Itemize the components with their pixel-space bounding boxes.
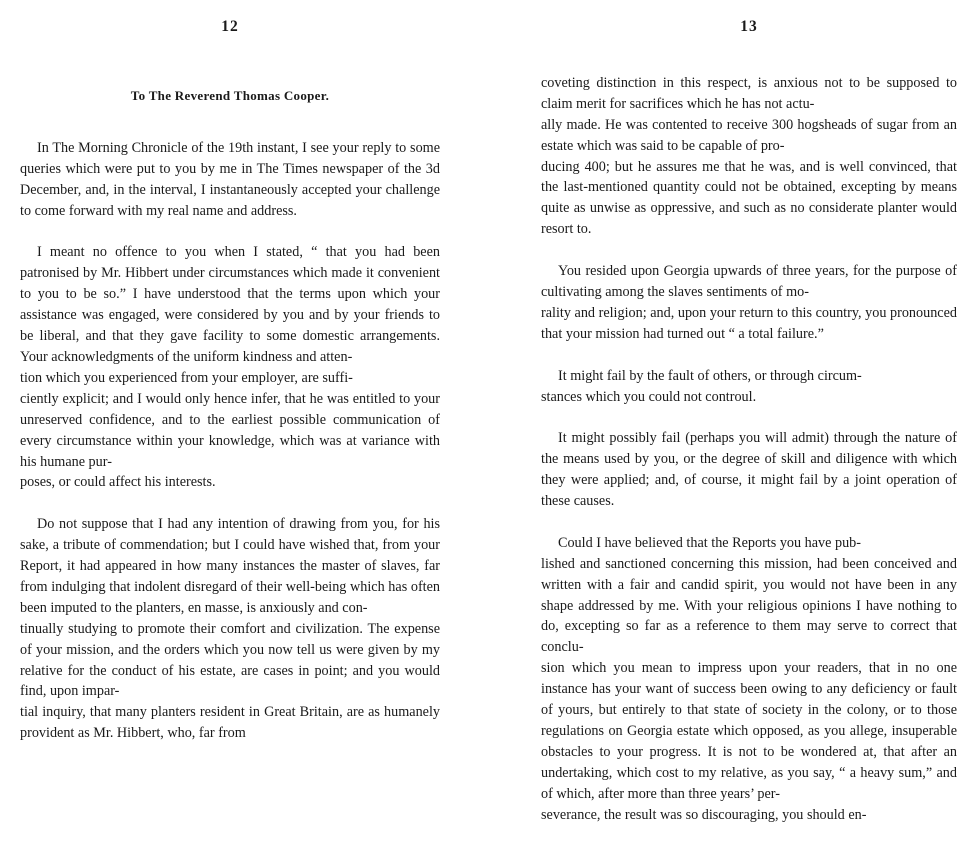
page-number: 12 xyxy=(221,18,239,35)
page-number: 13 xyxy=(740,18,758,35)
paragraph: Do not suppose that I had any intention of drawing from you, for his sake, a tribute of commendation; but I could have wished that, from your Report, it had appeared in how many instances the master of slaves, far from indulging that indolent disregard of their well-being which has often been imputed to the planters, en masse, is anxiously and con- tinually studying to promote their comfort and civilization. The expense of your mission, and the orders which you now tell us were given by my relative for the conduct of his estate, are cases in point; and you would find, upon impar- tial inquiry, that many planters resident in Great Britain, are as humanely provident as Mr. Hibbert, who, far from xyxy=(20,516,440,742)
paragraph: You resided upon Georgia upwards of three years, for the purpose of cultivating among the slaves sentiments of mo- rality and religion; and, upon your return to this country, you pronounced that your mission had turned out “ a total failure.” xyxy=(541,263,957,342)
paragraph: It might possibly fail (perhaps you will admit) through the nature of the means used by you, or the degree of skill and diligence with which they were applied; and, of course, it might fail by a joint operation of these causes. xyxy=(541,430,957,510)
body-text xyxy=(20,117,440,765)
body-text xyxy=(541,52,957,846)
continued-paragraph: coveting distinction in this respect, is anxious not to be supposed to claim merit for sacrifices which he has not actu- ally made. He was contented to receive 300 hogsheads of sugar from an estate which was said to be capable of pro- ducing 400; but he assures me that he was, and is well convinced, that the last-mentioned quantity could not be obtained, excepting by means quite as unwise as oppressive, and such as no considerate planter would resort to. xyxy=(541,74,957,238)
paragraph: I meant no offence to you when I stated, “ that you had been patronised by Mr. Hibbert under circumstances which made it convenient to you to be so.” I have understood that the terms upon which your assistance was engaged, were considered by you and by your friends to be liberal, and that they gave facility to some domestic arrangements. Your acknowledgments of the uniform kindness and atten- tion which you experienced from your employer, are suffi- ciently explicit; and I would only hence infer, that he was entitled to your unreserved confidence, and to the earliest possible communication of every circumstance within your knowledge, which was at variance with his humane pur- poses, or could affect his interests. xyxy=(20,244,440,491)
letter-heading: To The Reverend Thomas Cooper. xyxy=(130,88,330,103)
paragraph: It might fail by the fault of others, or through circum- stances which you could not controul. xyxy=(541,367,862,405)
paragraph: In The Morning Chronicle of the 19th instant, I see your reply to some queries which were put to you by me in The Times newspaper of the 3d December, and, in the interval, I instantaneously accepted your challenge to come forward with my real name and address. xyxy=(20,139,440,219)
paragraph: Could I have believed that the Reports you have pub- lished and sanctioned concerning this mission, had been conceived and written with a fair and candid spirit, you would not have been in any shape addressed by me. With your religious opinions I have nothing to do, excepting so far as a reference to them may serve to correct that conclu- sion which you mean to impress upon your readers, that in no one instance has your want of success been owing to any deficiency or fault of yours, but entirely to that state of society in the colony, or to those regulations on Georgia estate which opposed, as you allege, insuperable obstacles to your progress. It is not to be wondered at, that after an undertaking, which cost to my relative, as you say, “ a heavy sum,” and of which, after more than three years’ per- severance, the result was so discouraging, you should en- xyxy=(541,534,957,823)
